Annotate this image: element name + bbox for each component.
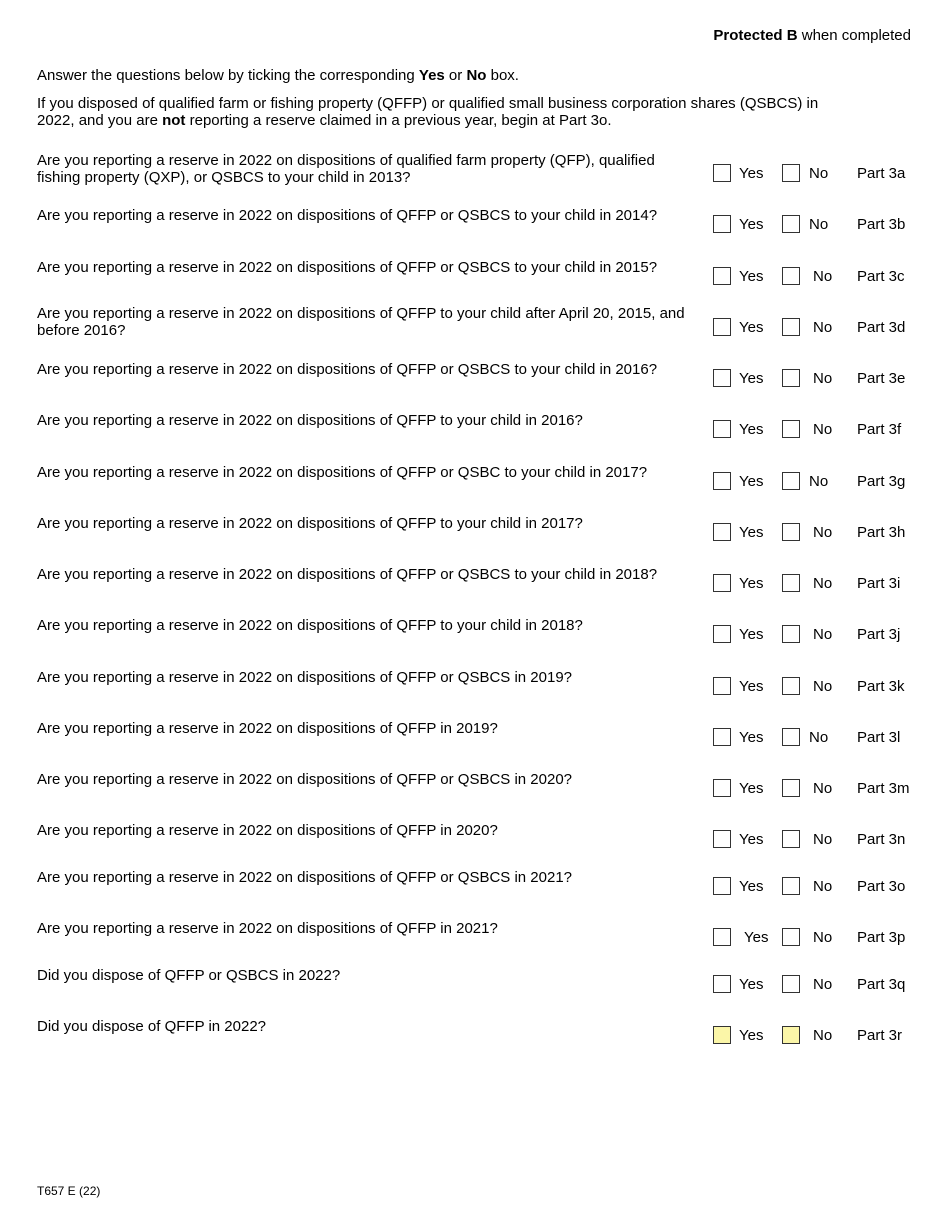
question-row [0,259,950,303]
no-checkbox[interactable] [782,574,800,592]
part-reference: Part 3r [857,1027,903,1044]
question-row [0,412,950,456]
no-label: No [813,421,833,438]
yes-checkbox[interactable] [713,215,731,233]
yes-label: Yes [739,729,764,746]
no-label: No [813,626,833,643]
yes-checkbox[interactable] [713,420,731,438]
no-label: No [813,831,833,848]
instruction-text: box. [486,67,519,84]
no-label: No [813,929,833,946]
question-row [0,1018,950,1062]
question-text: Are you reporting a reserve in 2022 on dispositions of QFFP in 2019? [37,720,498,737]
question-text: Are you reporting a reserve in 2022 on dispositions of QFFP or QSBCS to your child in 2016? [37,361,658,378]
part-reference: Part 3h [857,524,906,541]
protected-rest: when completed [797,27,911,44]
no-label: No [813,780,833,797]
question-row [0,515,950,559]
question-text: Are you reporting a reserve in 2022 on dispositions of qualified farm property (QFP), qualified fishing property (QXP), or QSBCS to your child in 2013? [37,152,655,186]
part-reference: Part 3a [857,165,906,182]
part-reference: Part 3f [857,421,902,438]
question-text: Are you reporting a reserve in 2022 on dispositions of QFFP in 2021? [37,920,498,937]
question-text: Did you dispose of QFFP or QSBCS in 2022? [37,967,341,984]
no-checkbox[interactable] [782,830,800,848]
no-checkbox[interactable] [782,523,800,541]
instruction-yes: Yes [418,67,445,84]
yes-checkbox[interactable] [713,318,731,336]
yes-checkbox[interactable] [713,472,731,490]
instruction-text: If you disposed of qualified farm or fishing property (QFFP) or qualified small business corporation shares (QSBCS) in 2022, and you are [37,95,819,129]
yes-label: Yes [739,831,764,848]
question-row [0,464,950,507]
yes-checkbox[interactable] [713,728,731,746]
yes-label: Yes [739,473,764,490]
no-checkbox[interactable] [782,1026,800,1044]
instruction-line-2 [37,95,857,129]
yes-checkbox[interactable] [713,267,731,285]
instruction-line-1 [37,67,857,85]
yes-checkbox[interactable] [713,369,731,387]
no-checkbox[interactable] [782,420,800,438]
yes-checkbox[interactable] [713,928,731,946]
part-reference: Part 3j [857,626,901,643]
instruction-text: or [444,67,467,84]
no-checkbox[interactable] [782,728,800,746]
yes-label: Yes [739,421,764,438]
no-label: No [813,678,833,695]
yes-label: Yes [739,165,764,182]
question-row [0,361,950,405]
question-row [0,822,950,866]
no-checkbox[interactable] [782,215,800,233]
part-reference: Part 3m [857,780,910,797]
yes-label: Yes [739,370,764,387]
part-reference: Part 3k [857,678,905,695]
question-row [0,152,950,192]
part-reference: Part 3b [857,216,906,233]
no-checkbox[interactable] [782,779,800,797]
yes-label: Yes [739,575,764,592]
no-checkbox[interactable] [782,472,800,490]
yes-checkbox[interactable] [713,779,731,797]
yes-label: Yes [739,268,764,285]
question-row [0,617,950,661]
question-text: Are you reporting a reserve in 2022 on dispositions of QFFP or QSBCS to your child in 2015? [37,259,658,276]
question-text: Did you dispose of QFFP in 2022? [37,1018,267,1035]
no-label: No [809,473,829,490]
yes-checkbox[interactable] [713,975,731,993]
part-reference: Part 3i [857,575,901,592]
no-label: No [813,575,833,592]
yes-label: Yes [739,976,764,993]
protected-notice [713,27,911,44]
no-label: No [809,216,829,233]
question-row [0,771,950,815]
question-text: Are you reporting a reserve in 2022 on dispositions of QFFP or QSBCS in 2021? [37,869,573,886]
yes-checkbox[interactable] [713,1026,731,1044]
part-reference: Part 3d [857,319,906,336]
part-reference: Part 3o [857,878,906,895]
no-label: No [809,165,829,182]
yes-label: Yes [739,319,764,336]
no-checkbox[interactable] [782,164,800,182]
yes-checkbox[interactable] [713,830,731,848]
no-checkbox[interactable] [782,369,800,387]
question-row [0,207,950,251]
question-row [0,869,950,913]
part-reference: Part 3l [857,729,901,746]
no-label: No [809,729,829,746]
yes-label: Yes [739,216,764,233]
yes-label: Yes [739,1027,764,1044]
yes-checkbox[interactable] [713,677,731,695]
instruction-no: No [466,67,487,84]
yes-checkbox[interactable] [713,574,731,592]
question-row [0,669,950,713]
no-checkbox[interactable] [782,877,800,895]
part-reference: Part 3g [857,473,906,490]
form-code: T657 E (22) [37,1184,101,1198]
question-text: Are you reporting a reserve in 2022 on dispositions of QFFP to your child in 2016? [37,412,583,429]
question-row [0,920,950,964]
question-text: Are you reporting a reserve in 2022 on dispositions of QFFP or QSBCS in 2019? [37,669,573,686]
yes-label: Yes [744,929,769,946]
instruction-text: Answer the questions below by ticking the corresponding [37,67,419,84]
yes-checkbox[interactable] [713,164,731,182]
no-checkbox[interactable] [782,267,800,285]
part-reference: Part 3p [857,929,906,946]
part-reference: Part 3e [857,370,906,387]
yes-checkbox[interactable] [713,877,731,895]
instruction-text: reporting a reserve claimed in a previous year, begin at Part 3o. [185,112,612,129]
no-checkbox[interactable] [782,677,800,695]
question-text: Are you reporting a reserve in 2022 on dispositions of QFFP or QSBCS to your child in 2018? [37,566,658,583]
instruction-not: not [162,112,186,129]
no-label: No [813,370,833,387]
yes-label: Yes [739,678,764,695]
question-row [0,720,950,764]
protected-bold: Protected B [713,27,798,44]
yes-label: Yes [739,878,764,895]
no-label: No [813,878,833,895]
no-label: No [813,976,833,993]
question-text: Are you reporting a reserve in 2022 on dispositions of QFFP to your child in 2017? [37,515,583,532]
question-row [0,967,950,1011]
no-checkbox[interactable] [782,928,800,946]
part-reference: Part 3q [857,976,906,993]
yes-checkbox[interactable] [713,625,731,643]
no-checkbox[interactable] [782,625,800,643]
question-text: Are you reporting a reserve in 2022 on dispositions of QFFP or QSBCS in 2020? [37,771,573,788]
question-row [0,566,950,610]
question-text: Are you reporting a reserve in 2022 on dispositions of QFFP or QSBC to your child in 2017? [37,464,648,481]
no-label: No [813,268,833,285]
no-label: No [813,319,833,336]
question-text: Are you reporting a reserve in 2022 on dispositions of QFFP or QSBCS to your child in 2014? [37,207,658,224]
no-checkbox[interactable] [782,975,800,993]
yes-label: Yes [739,626,764,643]
part-reference: Part 3c [857,268,905,285]
no-label: No [813,524,833,541]
question-text: Are you reporting a reserve in 2022 on dispositions of QFFP in 2020? [37,822,498,839]
no-checkbox[interactable] [782,318,800,336]
yes-label: Yes [739,524,764,541]
question-row [0,305,950,345]
yes-checkbox[interactable] [713,523,731,541]
part-reference: Part 3n [857,831,906,848]
no-label: No [813,1027,833,1044]
question-text: Are you reporting a reserve in 2022 on dispositions of QFFP to your child in 2018? [37,617,583,634]
yes-label: Yes [739,780,764,797]
question-text: Are you reporting a reserve in 2022 on dispositions of QFFP to your child after April 20, 2015, and before 2016? [37,305,685,339]
